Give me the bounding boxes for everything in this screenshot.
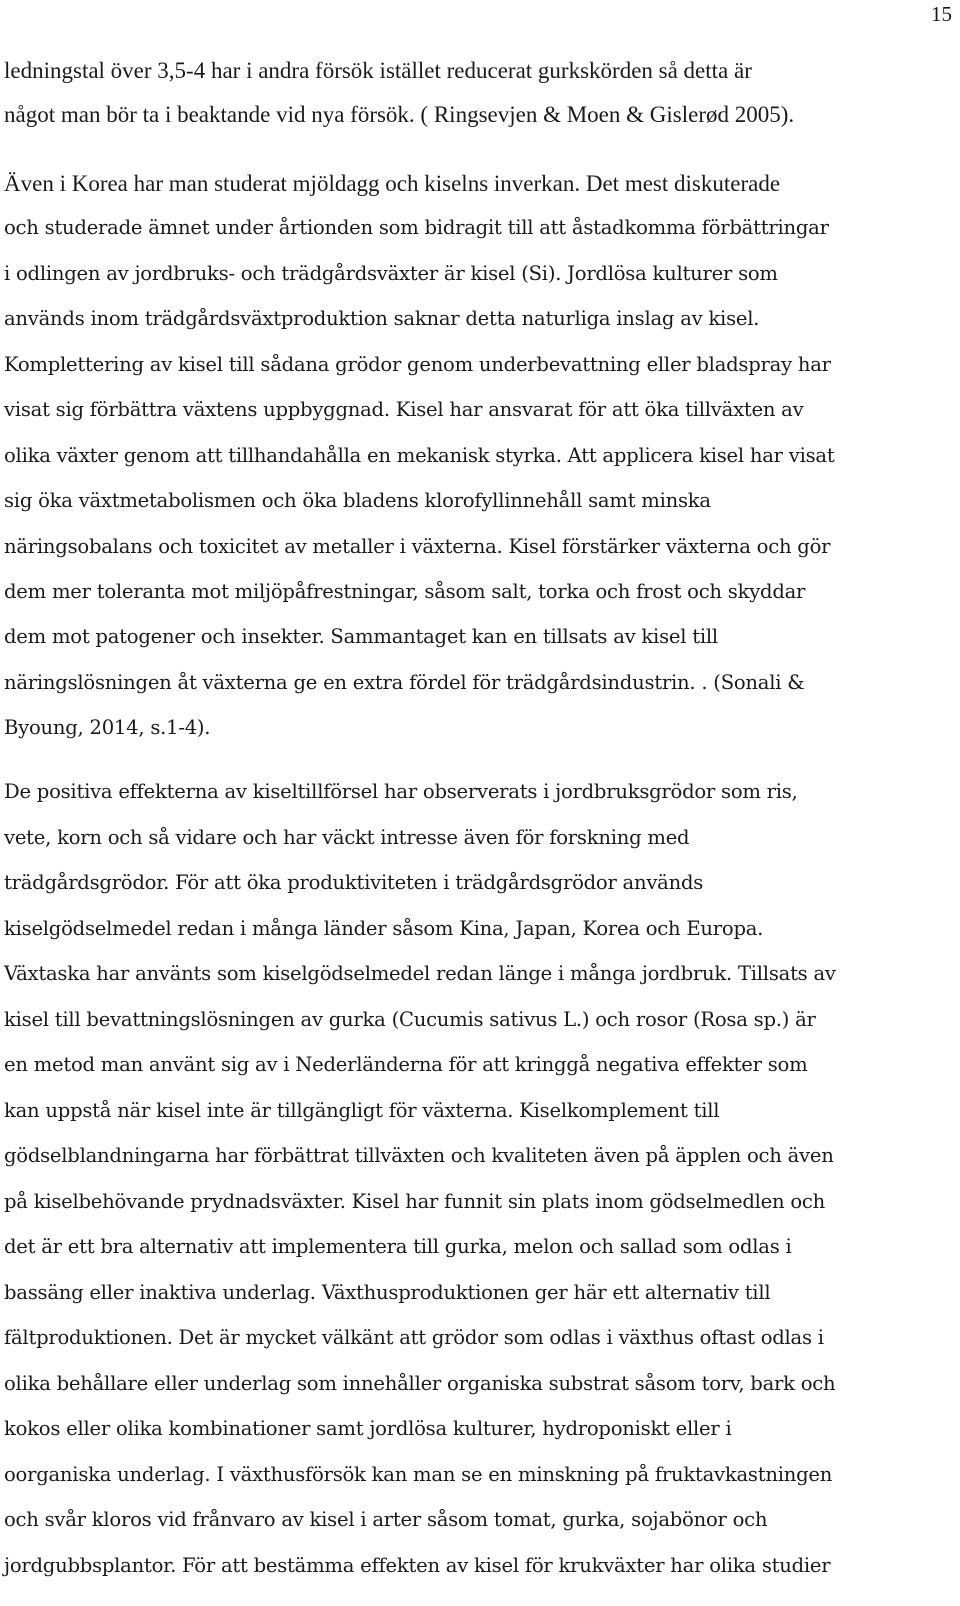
text-line: Byoung, 2014, s.1-4). (4, 716, 211, 739)
text-line: visat sig förbättra växtens uppbyggnad. Kisel har ansvarat för att öka tillväxten av (4, 398, 804, 421)
text-line: på kiselbehövande prydnadsväxter. Kisel har funnit sin plats inom gödselmedlen och (4, 1190, 826, 1213)
text-line: De positiva effekterna av kiseltillförsel har observerats i jordbruksgrödor som ris, (4, 780, 798, 803)
text-line: kan uppstå när kisel inte är tillgängligt för växterna. Kiselkomplement till (4, 1099, 720, 1122)
text-line: Komplettering av kisel till sådana grödor genom underbevattning eller bladspray har (4, 353, 831, 376)
text-line: vete, korn och så vidare och har väckt intresse även för forskning med (4, 826, 690, 849)
text-line: kokos eller olika kombinationer samt jordlösa kulturer, hydroponiskt eller i (4, 1417, 732, 1440)
text-line: används inom trädgårdsväxtproduktion saknar detta naturliga inslag av kisel. (4, 307, 760, 330)
text-line: näringsobalans och toxicitet av metaller i växterna. Kisel förstärker växterna och gör (4, 535, 831, 558)
text-line: bassäng eller inaktiva underlag. Växthusproduktionen ger här ett alternativ till (4, 1281, 771, 1304)
page-number: 15 (931, 2, 952, 26)
text-line: olika behållare eller underlag som innehåller organiska substrat såsom torv, bark och (4, 1372, 836, 1395)
text-line: näringslösningen åt växterna ge en extra fördel för trädgårdsindustrin. . (Sonali & (4, 671, 805, 694)
text-line: Växtaska har använts som kiselgödselmedel redan länge i många jordbruk. Tillsats av (4, 962, 836, 985)
text-line: i odlingen av jordbruks- och trädgårdsväxter är kisel (Si). Jordlösa kulturer som (4, 262, 778, 285)
text-line: en metod man använt sig av i Nederländerna för att kringgå negativa effekter som (4, 1053, 808, 1076)
text-line: olika växter genom att tillhandahålla en mekanisk styrka. Att applicera kisel har visat (4, 444, 835, 467)
text-line: och svår kloros vid frånvaro av kisel i arter såsom tomat, gurka, sojabönor och (4, 1508, 768, 1531)
text-line: och studerade ämnet under årtionden som bidragit till att åstadkomma förbättringar (4, 216, 829, 239)
text-line: sig öka växtmetabolismen och öka bladens klorofyllinnehåll samt minska (4, 489, 711, 512)
text-line: Även i Korea har man studerat mjöldagg och kiselns inverkan. Det mest diskuterade (4, 171, 781, 196)
text-line: oorganiska underlag. I växthusförsök kan man se en minskning på fruktavkastningen (4, 1463, 833, 1486)
text-line: något man bör ta i beaktande vid nya försök. ( Ringsevjen & Moen & Gislerød 2005). (4, 102, 795, 127)
text-line: gödselblandningarna har förbättrat tillväxten och kvaliteten även på äpplen och även (4, 1144, 834, 1167)
text-line: kisel till bevattningslösningen av gurka (Cucumis sativus L.) och rosor (Rosa sp.) är (4, 1008, 816, 1031)
text-line: kiselgödselmedel redan i många länder såsom Kina, Japan, Korea och Europa. (4, 917, 764, 940)
text-line: dem mot patogener och insekter. Sammantaget kan en tillsats av kisel till (4, 625, 718, 648)
text-line: fältproduktionen. Det är mycket välkänt att grödor som odlas i växthus oftast odlas i (4, 1326, 824, 1349)
text-line: jordgubbsplantor. För att bestämma effekten av kisel för krukväxter har olika studier (4, 1554, 831, 1577)
text-line: ledningstal över 3,5-4 har i andra försök istället reducerat gurkskörden så detta är (4, 58, 752, 83)
text-line: trädgårdsgrödor. För att öka produktiviteten i trädgårdsgrödor används (4, 871, 704, 894)
text-line: det är ett bra alternativ att implementera till gurka, melon och sallad som odlas i (4, 1235, 792, 1258)
text-line: dem mer toleranta mot miljöpåfrestningar, såsom salt, torka och frost och skyddar (4, 580, 806, 603)
